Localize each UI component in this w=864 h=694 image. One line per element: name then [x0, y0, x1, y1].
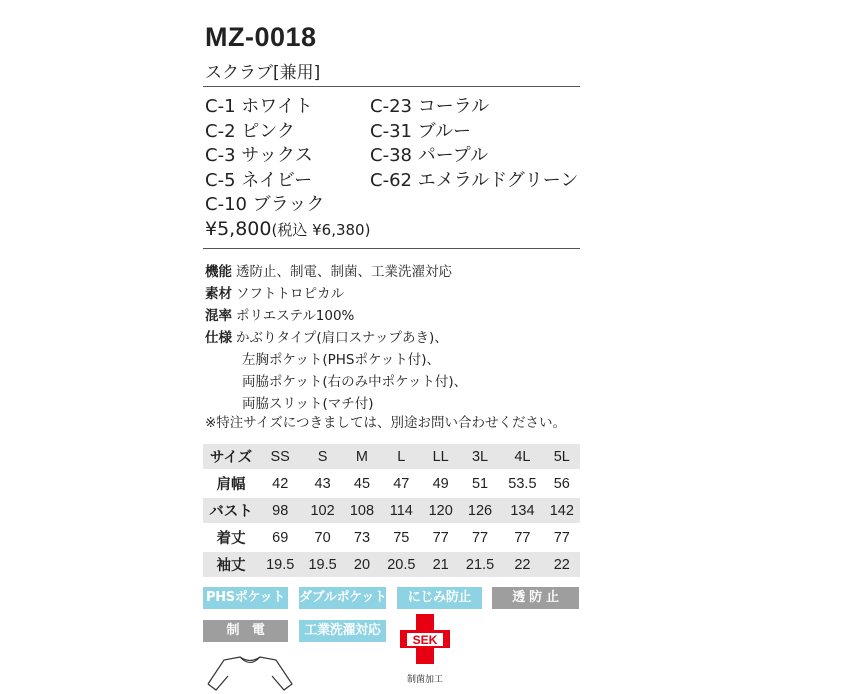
price-tax: (税込 ¥6,380): [271, 221, 371, 239]
table-cell: 70: [301, 525, 343, 552]
product-code: MZ-0018: [205, 22, 317, 52]
scrub-garment-icon: [200, 654, 300, 694]
color-item: C-3 サックス: [205, 145, 313, 166]
row-label: バスト: [203, 498, 259, 525]
badge-double-pocket: ダブルポケット: [299, 587, 386, 609]
color-item: C-1 ホワイト: [205, 96, 313, 117]
table-cell: 77: [501, 525, 543, 552]
badge-seiden: 制 電: [203, 620, 288, 642]
table-row: [203, 498, 580, 525]
spec-row: [205, 283, 467, 305]
product-subtitle: スクラブ[兼用]: [205, 63, 321, 83]
color-item: C-38 パープル: [370, 145, 489, 166]
row-label: 肩幅: [203, 471, 259, 498]
table-cell: 75: [380, 525, 422, 552]
badge-toboshi: 透 防 止: [492, 587, 579, 609]
row-label: 袖丈: [203, 552, 259, 579]
spec-row: [205, 261, 467, 283]
table-cell: 19.5: [259, 552, 301, 579]
divider-middle: [203, 248, 580, 249]
sek-mark-text: SEK: [412, 633, 438, 647]
spec-continuation: 両脇ポケット(右のみ中ポケット付)、: [242, 374, 468, 390]
table-cell: 108: [344, 498, 380, 525]
spec-continuation: 両脇スリット(マチ付): [242, 396, 374, 412]
size-header-cell: 5L: [544, 444, 580, 471]
table-cell: 73: [344, 525, 380, 552]
table-cell: 134: [501, 498, 543, 525]
badge-phs-pocket: PHSポケット: [203, 587, 288, 609]
table-cell: 22: [544, 552, 580, 579]
color-item: C-23 コーラル: [370, 96, 490, 117]
price-base: ¥5,800: [205, 218, 272, 240]
table-cell: 114: [380, 498, 422, 525]
color-item: C-5 ネイビー: [205, 169, 313, 191]
size-header-cell: LL: [423, 444, 459, 471]
table-row: [203, 552, 580, 579]
table-cell: 77: [423, 525, 459, 552]
price: [205, 218, 370, 240]
size-header-label: サイズ: [203, 444, 259, 471]
color-column-left: [205, 95, 324, 218]
table-cell: 77: [544, 525, 580, 552]
table-cell: 102: [301, 498, 343, 525]
table-cell: 20: [344, 552, 380, 579]
table-cell: 43: [301, 471, 343, 498]
size-table: [203, 444, 580, 579]
table-cell: 21: [423, 552, 459, 579]
spec-value: ポリエステル100%: [236, 308, 355, 324]
table-cell: 98: [259, 498, 301, 525]
size-header-row: [203, 444, 580, 471]
spec-continuation: 左胸ポケット(PHSポケット付)、: [242, 352, 441, 368]
color-item: C-31 ブルー: [370, 120, 471, 142]
table-cell: 77: [459, 525, 501, 552]
table-cell: 49: [423, 471, 459, 498]
spec-key: 機能: [205, 264, 232, 280]
sek-label: 制菌加工: [406, 675, 443, 685]
spec-key: 素材: [205, 286, 232, 302]
custom-size-note: ※特注サイズにつきましては、別途お問い合わせください。: [205, 415, 566, 431]
color-item: C-62 エメラルドグリーン: [370, 169, 579, 191]
size-header-cell: S: [301, 444, 343, 471]
badge-nijimi-boushi: にじみ防止: [397, 587, 482, 609]
spec-key: 仕様: [205, 330, 232, 346]
size-header-cell: SS: [259, 444, 301, 471]
spec-value: ソフトトロピカル: [236, 286, 344, 302]
table-cell: 21.5: [459, 552, 501, 579]
table-cell: 53.5: [501, 471, 543, 498]
row-label: 着丈: [203, 525, 259, 552]
size-header-cell: L: [380, 444, 422, 471]
table-cell: 56: [544, 471, 580, 498]
table-cell: 142: [544, 498, 580, 525]
spec-value: かぶりタイプ(肩口スナップあき)、: [236, 330, 448, 346]
table-cell: 120: [423, 498, 459, 525]
table-cell: 19.5: [301, 552, 343, 579]
table-cell: 42: [259, 471, 301, 498]
spec-list: [205, 261, 467, 415]
table-cell: 69: [259, 525, 301, 552]
spec-key: 混率: [205, 308, 232, 324]
size-header-cell: M: [344, 444, 380, 471]
color-column-right: [370, 95, 578, 193]
table-cell: 45: [344, 471, 380, 498]
table-cell: 126: [459, 498, 501, 525]
spec-row: [205, 327, 467, 349]
spec-row: [205, 305, 467, 327]
size-header-cell: 4L: [501, 444, 543, 471]
table-row: [203, 525, 580, 552]
table-cell: 20.5: [380, 552, 422, 579]
table-cell: 51: [459, 471, 501, 498]
divider-top: [203, 86, 580, 87]
table-cell: 22: [501, 552, 543, 579]
color-item: C-10 ブラック: [205, 194, 325, 215]
badge-kogyo-sentaku: 工業洗濯対応: [299, 620, 386, 642]
table-cell: 47: [380, 471, 422, 498]
color-item: C-2 ピンク: [205, 120, 295, 142]
table-row: [203, 471, 580, 498]
size-header-cell: 3L: [459, 444, 501, 471]
spec-value: 透防止、制電、制菌、工業洗濯対応: [236, 264, 452, 280]
